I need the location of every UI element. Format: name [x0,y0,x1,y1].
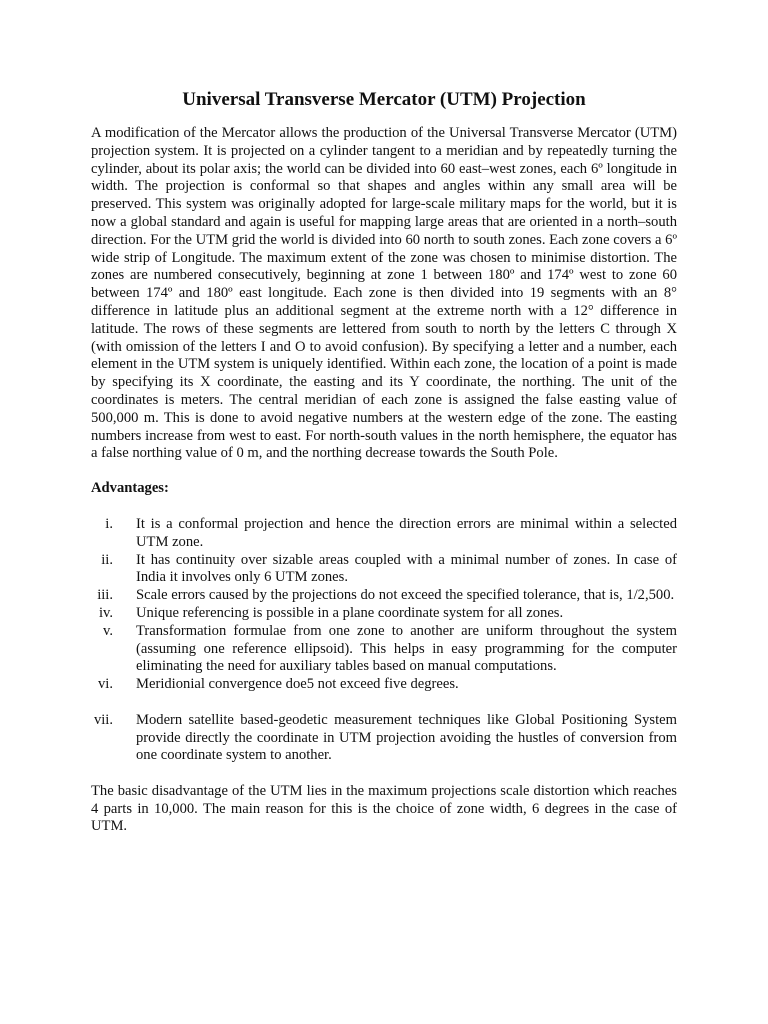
list-item [91,587,677,605]
document-page [91,88,677,836]
list-item [91,712,677,765]
advantages-heading: Advantages: [91,480,169,497]
list-item-text: It has continuity over sizable areas coupled with a minimal number of zones. In case of India it involves only 6 UTM zones. [136,551,677,586]
list-item-text: Scale errors caused by the projections do not exceed the specified tolerance, that is, 1/2,500. [136,587,675,604]
list-marker: iii. [97,587,113,604]
closing-paragraph: The basic disadvantage of the UTM lies in the maximum projections scale distortion which reaches 4 parts in 10,000. The main reason for this is the choice of zone width, 6 degrees in the case of UTM. [91,782,677,835]
list-marker: i. [105,515,113,532]
list-item-text: Modern satellite based-geodetic measurement techniques like Global Positioning System provide directly the coordinate in UTM projection avoiding the hustles of conversion from one coordinate system to another. [136,711,677,764]
list-item [91,552,677,588]
list-marker: vi. [98,676,113,693]
list-item-text: Meridionial convergence doe5 not exceed five degrees. [136,676,459,693]
list-marker: ii. [101,551,113,568]
intro-paragraph: A modification of the Mercator allows the production of the Universal Transverse Mercator (UTM) projection system. It is projected on a cylinder tangent to a meridian and by repeatedly turning the cylinder, about its polar axis; the world can be divided into 60 east–west zones, each 6º longitude in width. The projection is conformal so that shapes and angles within any small area will be preserved. This system was originally adopted for large-scale military maps for the world, but it is now a global standard and again is useful for mapping large areas that are oriented in a north–south direction. For the UTM grid the world is divided into 60 north to south zones. Each zone covers a 6º wide strip of Longitude. The maximum extent of the zone was chosen to minimise distortion. The zones are numbered consecutively, beginning at zone 1 between 180º and 174º west to zone 60 between 174º and 180º east longitude. Each zone is then divided into 19 segments with an 8° difference in latitude plus an additional segment at the extreme north with a 12° difference in latitude. The rows of these segments are lettered from south to north by the letters C through X (with omission of the letters I and O to avoid confusion). By specifying a letter and a number, each element in the UTM system is uniquely identified. Within each zone, the location of a point is made by specifying its X coordinate, the easting and its Y coordinate, the northing. The unit of the coordinates is meters. The central meridian of each zone is assigned the false easting value of 500,000 m. This is done to avoid negative numbers at the western edge of the zone. The easting numbers increase from west to east. For north-south values in the north hemisphere, the equator has a false northing value of 0 m, and the northing decrease towards the South Pole. [91,125,677,462]
list-item-text: Transformation formulae from one zone to another are uniform throughout the system (assuming one reference ellipsoid). This helps in easy programming for the computer eliminating the need for auxiliary tables based on manual computations. [136,622,677,675]
page-title: Universal Transverse Mercator (UTM) Projection [182,89,586,110]
list-marker: vii. [93,711,113,728]
advantages-list [91,516,677,765]
list-item [91,516,677,552]
list-marker: v. [103,622,113,639]
list-item [91,623,677,676]
list-item-text: It is a conformal projection and hence the direction errors are minimal within a selected UTM zone. [136,515,677,550]
list-item [91,676,677,694]
list-item-text: Unique referencing is possible in a plane coordinate system for all zones. [136,604,564,621]
list-item [91,605,677,623]
list-marker: iv. [98,604,113,621]
